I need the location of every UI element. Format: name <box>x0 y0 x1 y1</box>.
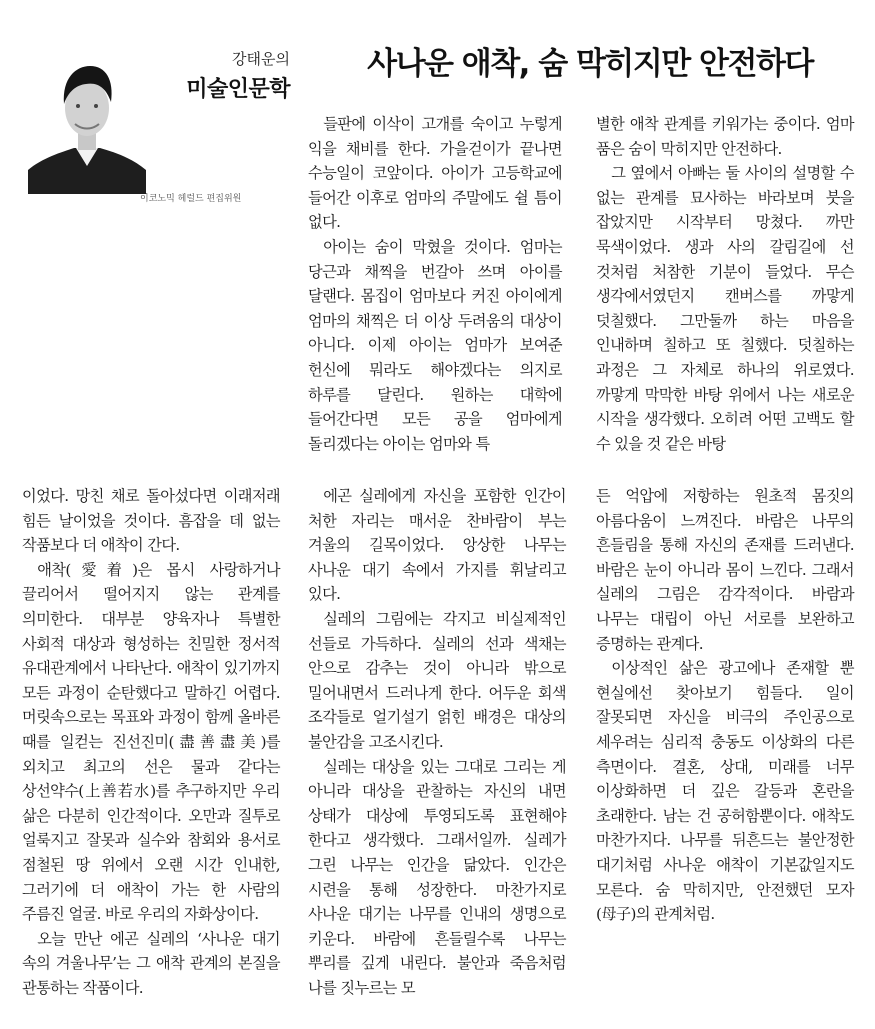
paragraph: 들판에 이삭이 고개를 숙이고 누렇게 익을 채비를 한다. 가을걷이가 끝나면 수능일이 코앞이다. 아이가 고등학교에 들어간 이후로 엄마의 주말에도 쉴 틈이 없다. <box>308 115 562 232</box>
headline: 사나운 애착, 숨 막히지만 안전하다 <box>367 46 813 82</box>
paragraph: 애착(愛着)은 몹시 사랑하거나 끌리어서 떨어지지 않는 관계를 의미한다. 대부분 양육자나 특별한 사회적 대상과 형성하는 친밀한 정서적 유대관계에서 나타난다. 애착이 있기까지 모든 과정이 순탄했다고 말하긴 어렵다. 머릿속으로는 목표와 과정이 함께 올바른 때를 일컫는 진선진미(盡善盡美)를 외치고 최고의 선은 물과 같다는 상선약수(上善若水)를 추구하지만 우리 삶은 다분히 인간적이다. 오만과 질투로 얼룩지고 잘못과 실수와 참회와 용서로 점철된 땅 위에서 오랜 시간 인내한, 그러기에 더 애착이 가는 한 사람의 주름진 얼굴. 바로 우리의 자화상이다. <box>22 560 280 924</box>
article-column-bottom-3 <box>596 484 854 927</box>
paragraph: 오늘 만난 에곤 실레의 ‘사나운 대기 속의 겨울나무’는 그 애착 관계의 본질을 관통하는 작품이다. <box>22 929 280 997</box>
paragraph: 이상적인 삶은 광고에나 존재할 뿐 현실에선 찾아보기 힘들다. 일이 잘못되면 자신을 비극의 주인공으로 세우려는 심리적 충동도 이상화의 다른 측면이다. 결혼, 상대, 미래를 너무 이상화하면 더 깊은 갈등과 혼란을 초래한다. 남는 건 공허함뿐이다. 애착도 마찬가지다. 나무를 뒤흔드는 불안정한 대기처럼 사나운 애착이 기본값일지도 모른다. 숨 막히지만, 안전했던 모자(母子)의 관계처럼. <box>596 659 854 924</box>
paragraph: 실레의 그림에는 각지고 비실제적인 선들로 가득하다. 실레의 선과 색채는 안으로 감추는 것이 아니라 밖으로 밀어내면서 드러나게 한다. 어두운 회색 조각들로 얼기설기 얽힌 배경은 대상의 불안감을 고조시킨다. <box>308 609 566 751</box>
series-title: 미술인문학 <box>186 77 290 102</box>
article-column-bottom-2 <box>308 484 566 1000</box>
paragraph: 실레는 대상을 있는 그대로 그리는 게 아니라 대상을 관찰하는 자신의 내면 상태가 대상에 투영되도록 표현해야 한다고 생각했다. 그래서일까. 실레가 그린 나무는 인간을 닮았다. 인간은 시련을 통해 성장한다. 마찬가지로 사나운 대기는 나무를 인내의 생명으로 키운다. 바람에 흔들릴수록 나무는 뿌리를 깊게 내린다. 불안과 죽음처럼 나를 짓누르는 모 <box>308 757 566 997</box>
paragraph: 든 억압에 저항하는 원초적 몸짓의 아름다움이 느껴진다. 바람은 나무의 흔들림을 통해 자신의 존재를 드러낸다. 바람은 눈이 아니라 몸이 느낀다. 그래서 실레의 그림은 감각적이다. 바람과 나무는 대립이 아닌 서로를 보완하고 증명하는 관계다. <box>596 487 854 653</box>
article-column-bottom-1 <box>22 484 280 1000</box>
paragraph: 별한 애착 관계를 키워가는 중이다. 엄마 품은 숨이 막히지만 안전하다. <box>596 115 854 158</box>
author-name: 강태운의 <box>232 50 290 68</box>
article-column-top-1 <box>308 112 562 456</box>
author-photo <box>28 42 146 194</box>
article-column-top-2 <box>596 112 854 456</box>
paragraph: 이었다. 망친 채로 돌아섰다면 이래저래 힘든 날이었을 것이다. 흠잡을 데 없는 작품보다 더 애착이 간다. <box>22 487 280 555</box>
photo-caption: 이코노믹 헤럴드 편집위원 <box>140 194 242 204</box>
paragraph: 그 옆에서 아빠는 둘 사이의 설명할 수 없는 관계를 묘사하는 바라보며 붓을 잡았지만 시작부터 망쳤다. 까만 묵색이었다. 생과 사의 갈림길에 선 것처럼 처참한 기분이 들었다. 무슨 생각에서였던지 캔버스를 까맣게 덧칠했다. 그만둘까 하는 마음을 인내하며 칠하고 또 칠했다. 덧칠하는 과정은 그 자체로 하나의 위로였다. 까맣게 막막한 바탕 위에서 나는 새로운 시작을 생각했다. 오히려 어떤 고백도 할 수 있을 것 같은 바탕 <box>596 164 854 453</box>
paragraph: 아이는 숨이 막혔을 것이다. 엄마는 당근과 채찍을 번갈아 쓰며 아이를 달랜다. 몸집이 엄마보다 커진 아이에게 엄마의 채찍은 더 이상 두려움의 대상이 아니다. 이제 아이는 엄마가 보여준 헌신에 뭐라도 해야겠다는 의지로 하루를 달린다. 원하는 대학에 들어간다면 모든 공을 엄마에게 돌리겠다는 아이는 엄마와 특 <box>308 237 562 453</box>
paragraph: 에곤 실레에게 자신을 포함한 인간이 처한 자리는 매서운 찬바람이 부는 겨울의 길목이었다. 앙상한 나무는 사나운 대기 속에서 가지를 휘날리고 있다. <box>308 487 566 604</box>
